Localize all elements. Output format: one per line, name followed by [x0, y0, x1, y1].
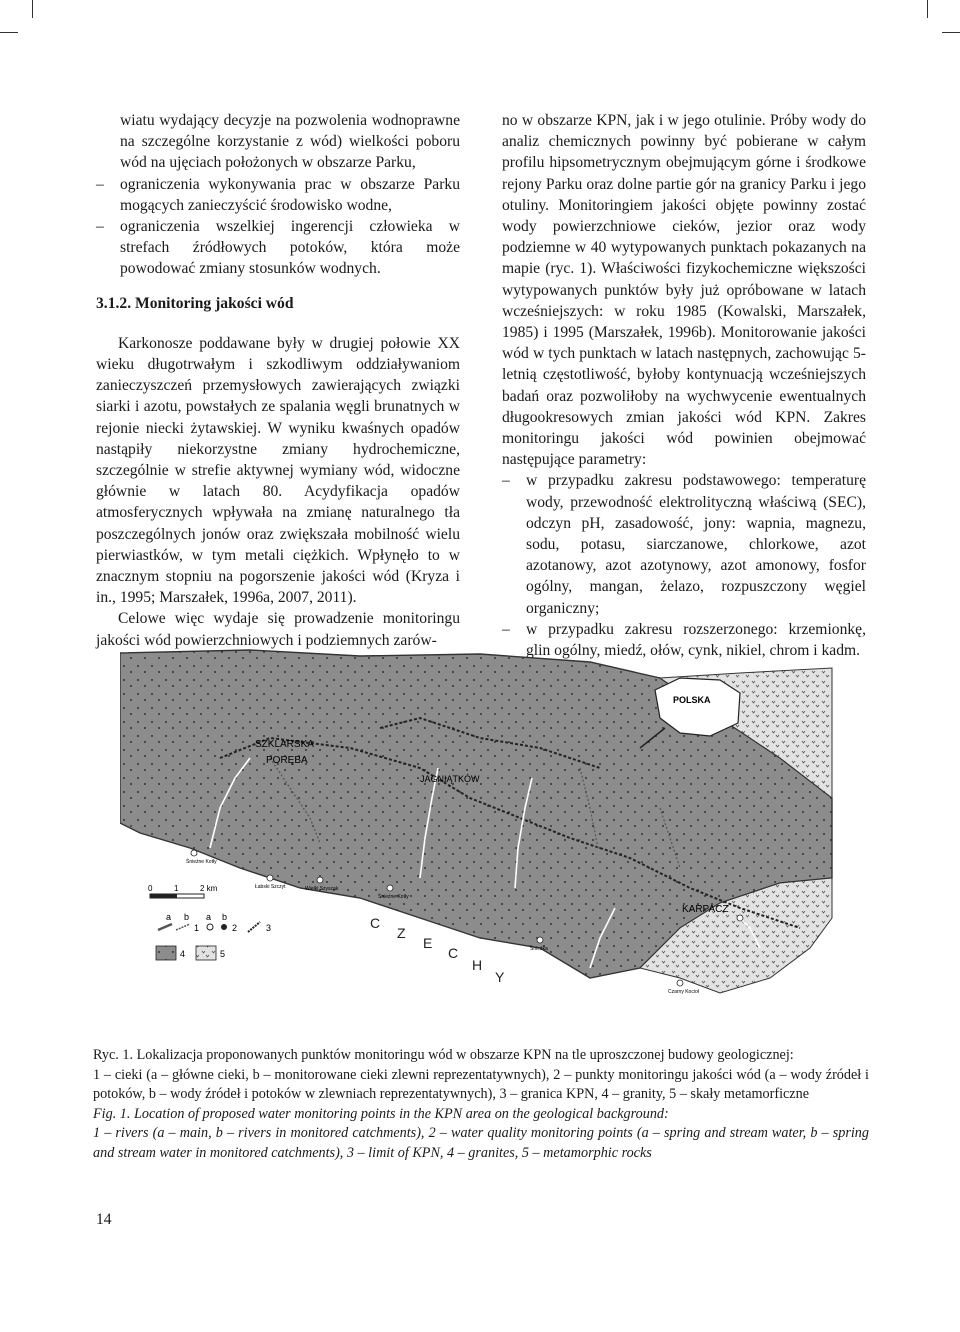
map-label-place: Wielki Szyszak: [305, 886, 339, 892]
monitoring-point: [387, 885, 393, 891]
legend-metamorphic: [196, 946, 216, 960]
body-paragraph: no w obszarze KPN, jak i w jego otulinie. Próby wody do analiz chemicznych powinny być pobierane w całym profilu hipsometrycznym obejmującym górne i środkowe rejony Parku oraz dolne partie gór na granicy Parku i jego otuliny. Monitoringiem jakości objęte powinny zostać wody powierzchniowe cieków, jezior oraz wody podziemne w 40 wytypowanych punktach pokazanych na mapie (ryc. 1). Właściwości fizykochemiczne większości wytypowanych punktów były już opróbowane w latach wcześniejszych: w roku 1985 (Kowalski, Marszałek, 1985) i 1995 (Marszałek, 1996b). Monitorowanie jakości wód w tych punktach w latach następnych, zachowując 5-letnią częstotliwość, byłoby kontynuacją wcześniejszych badań oraz pozwoliłoby na wychwycenie ewentualnych długookresowych zmian jakości wód KPN. Zakres monitoringu jakości wód powinien obejmować następujące parametry:: [502, 112, 866, 469]
intro-paragraph: wiatu wydający decyzje na pozwolenia wodnoprawne na szczególne korzystanie z wód) wielkości poboru wód na ujęciach położonych w obszarze Parku,: [120, 112, 460, 172]
body-paragraph: Celowe więc wydaje się prowadzenie monitoringu jakości wód powierzchniowych i podziemnych zarów-: [96, 610, 460, 649]
legend-boundary: [248, 922, 260, 932]
crop-mark-top-right: [942, 32, 960, 33]
legend-number: 1: [194, 923, 200, 933]
map-label-place: Śnieżka: [530, 946, 548, 952]
monitoring-point: [317, 877, 323, 883]
bullet-text: w przypadku zakresu rozszerzonego: krzemionkę, glin ogólny, miedź, ołów, cynk, nikiel, chrom i kadm.: [526, 620, 866, 660]
map-label-polska: POLSKA: [673, 695, 711, 705]
section-heading: 3.1.2. Monitoring jakości wód: [96, 294, 294, 312]
legend-ab: b: [184, 912, 190, 922]
czechy-letter: C: [448, 945, 459, 961]
monitoring-point: [191, 850, 197, 856]
caption-legend-en: 1 – rivers (a – main, b – rivers in monitored catchments), 2 – water quality monitoring points (a – spring and stream water, b – spring and stream water in monitored catchments), 3 – limit of KPN, 4 – granites, 5 – metamorphic rocks: [93, 1125, 869, 1161]
bullet-dash: –: [502, 472, 510, 490]
scale-tick: 1: [174, 884, 179, 893]
bullet-dash: –: [96, 218, 104, 236]
geological-map: [120, 648, 840, 1038]
monitoring-point: [267, 875, 273, 881]
crop-mark-top-right-v: [927, 0, 928, 18]
left-column: [96, 110, 460, 651]
legend-river-b: [176, 924, 190, 930]
body-paragraph: Karkonosze poddawane były w drugiej połowie XX wieku długotrwałym i szkodliwym oddziaływaniom zanieczyszczeń przemysłowych zawierających związki siarki i azotu, powstałych ze spalania węgli brunatnych w rejonie niecki żytawskiej. W wyniku kwaśnych opadów nastąpiły niekorzystne zmiany hydrochemiczne, szczególnie w strefie aktywnej wymiany wód, widoczne głównie w latach 80. Acydyfikacja opadów atmosferycznych wpływała na zmianę naturalnego tła poszczególnych jonów oraz zwiększała mobilność wielu pierwiastków, w tym metali ciężkich. Wpłynęło to w znacznym stopniu na pogorszenie jakości wód (Kryza i in., 1995; Marszałek, 1996a, 2007, 2011).: [96, 334, 460, 607]
scale-bar: [148, 884, 218, 898]
map-label-jagniatkow: JAGNIĄTKÓW: [420, 774, 480, 784]
monitoring-point: [737, 915, 743, 921]
caption-title-pl: Ryc. 1. Lokalizacja proponowanych punktów monitoringu wód w obszarze KPN na tle uproszczonej budowy geologicznej:: [93, 1047, 794, 1063]
figure-caption: [93, 1046, 869, 1164]
scale-tick: 2 km: [200, 884, 218, 893]
legend-ab: a: [166, 912, 172, 922]
monitoring-point: [677, 980, 683, 986]
czechy-letter: H: [472, 957, 483, 973]
legend-point-a: [207, 924, 213, 930]
page-number: 14: [96, 1211, 112, 1228]
bullet-dash: –: [96, 175, 104, 193]
legend-ab: a: [206, 912, 212, 922]
bullet-text: w przypadku zakresu podstawowego: temperaturę wody, przewodność elektrolityczną właściwą (SEC), odczyn pH, zasadowość, jony: wapnia, magnezu, sodu, potasu, siarczanowe, chlorkowe, azot azotanowy, azot azotynowy, azot amonowy, fosfor ogólny, mangan, żelazo, rozpuszczony węgiel organiczny;: [526, 472, 866, 617]
map-label-karpacz: KARPACZ: [682, 904, 729, 915]
legend-number: 4: [180, 949, 186, 959]
caption-title-en: Fig. 1. Location of proposed water monitoring points in the KPN area on the geological background:: [93, 1105, 669, 1122]
bullet-text: ograniczenia wszelkiej ingerencji człowieka w strefach źródłowych potoków, która może powodować zmiany stosunków wodnych.: [120, 218, 460, 278]
legend-number: 2: [232, 923, 238, 933]
crop-mark-top-left: [0, 32, 18, 33]
map-label-szklarska: SZKLARSKA: [255, 739, 314, 750]
legend-number: 5: [220, 949, 226, 959]
caption-legend-pl: 1 – cieki (a – główne cieki, b – monitorowane cieki zlewni reprezentatywnych), 2 – punkty monitoringu jakości wód (a – wody źródeł i potoków, b – wody źródeł i potoków w zlewniach reprezentatywnych), 3 – granica KPN, 4 – granity, 5 – skały metamorficzne: [93, 1066, 869, 1103]
czechy-letter: E: [423, 935, 433, 951]
map-label-place: Łabski Szczyt: [255, 884, 286, 890]
map-label-place: Czarny Kocioł: [668, 989, 699, 995]
bullet-item: [502, 470, 866, 618]
bullet-item: [96, 174, 460, 216]
czechy-letter: C: [370, 915, 381, 931]
legend-number: 3: [266, 923, 272, 933]
map-legend: [156, 912, 271, 960]
bullet-item: [96, 216, 460, 280]
czechy-letter: Z: [397, 925, 406, 941]
scale-tick: 0: [148, 884, 153, 893]
monitoring-point: [537, 937, 543, 943]
bullet-text: ograniczenia wykonywania prac w obszarze Parku mogących zanieczyścić środowisko wodne,: [120, 175, 460, 214]
map-label-poreba: PORĘBA: [266, 755, 308, 766]
right-column: [502, 110, 866, 661]
legend-ab: b: [222, 912, 228, 922]
legend-granite: [156, 946, 176, 960]
map-label-place: Śnieżne Kotły: [378, 894, 409, 900]
legend-point-b: [221, 924, 227, 930]
legend-river-a: [158, 924, 172, 930]
czechy-letter: Y: [495, 969, 505, 985]
map-label-place: Śnieżne Kotły: [186, 859, 217, 865]
crop-mark-top-left-v: [32, 0, 33, 18]
bullet-dash: –: [502, 620, 510, 638]
